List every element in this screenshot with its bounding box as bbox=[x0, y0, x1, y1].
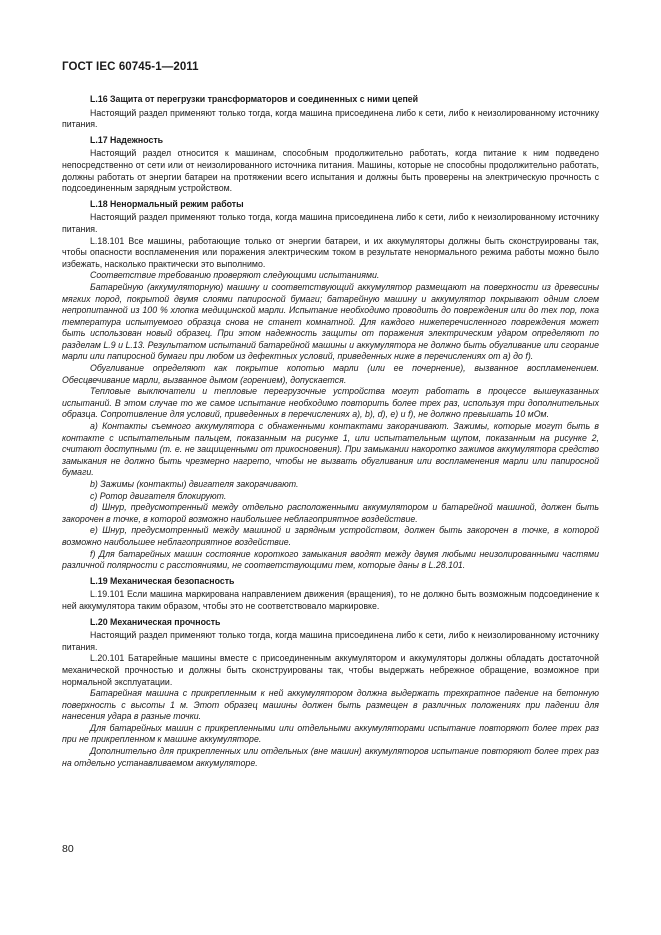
paragraph: Настоящий раздел применяют только тогда, когда машина присоединена либо к сети, либо к неизолированному источнику питания. bbox=[62, 630, 599, 652]
paragraph: Дополнительно для прикрепленных или отдельных (вне машин) аккумуляторов испытание повторяют более трех раз на отдельно устанавливаемом аккумуляторе. bbox=[62, 746, 599, 768]
page-number: 80 bbox=[62, 843, 74, 855]
paragraph: L.18.101 Все машины, работающие только от энергии батареи, и их аккумуляторы должны быть сконструированы так, чтобы опасности воспламенения или поражения электрическим током в результате ненормального режима работы можно было избежать, насколько практически это выполнимо. bbox=[62, 235, 599, 269]
paragraph: Батарейную (аккумуляторную) машину и соответствующий аккумулятор размещают на поверхности из древесины мягких пород, покрытой двумя слоями папиросной бумаги; батарейную машину и аккумулятор покрывают одним слоем непропитанной из 100 % хлопка медицинской марли. Испытание необходимо проводить до повреждения или до тех пор, пока температура испытуемого образца снова не станет комнатной. Для каждого нижеперечисленного повреждения может быть использован новый образец. При этом надежность защиты от поражения электрическим ударом определяют по разделам L.9 и L.13. Результатом испытаний батарейной машины и аккумулятора не должно быть обугливание или сгорание марли или папиросной бумаги при любом из дефектных условий, приведенных ниже в перечислениях от а) до f). bbox=[62, 281, 599, 362]
paragraph: a) Контакты съемного аккумулятора с обнаженными контактами закорачивают. Зажимы, которые могут быть в контакте с испытательным пальцем, показанным на рисунке 1, или испытательным щупом, показанным на рисунке 2, считают доступными (т. е. не защищенными от прикосновения). При замыкании накоротко зажимов аккумулятора средство замыкания не должно быть чрезмерно нагрето, чтобы не вызвать обугливания или воспламенения марли или папиросной бумаги. bbox=[62, 421, 599, 478]
paragraph: Тепловые выключатели и тепловые перегрузочные устройства могут работать в процессе вышеуказанных испытаний. В этом случае то же самое испытание необходимо повторить более трех раз, используя три дополнительных образца. Сопротивление для условий, приведенных в перечислениях a), b), d), e) и f), не должно превышать 10 мОм. bbox=[62, 386, 599, 420]
paragraph: c) Ротор двигателя блокируют. bbox=[90, 490, 227, 501]
paragraph: Настоящий раздел применяют только тогда, когда машина присоединена либо к сети, либо к неизолированному источнику питания. bbox=[62, 107, 599, 130]
paragraph: d) Шнур, предусмотренный между отдельно расположенными аккумулятором и батарейной машиной, должен быть закорочен в точке, в которой возможно наибольшее неблагоприятное воздействие. bbox=[62, 502, 599, 524]
document-body bbox=[62, 90, 599, 769]
paragraph: L.19.101 Если машина маркирована направлением движения (вращения), то не должно быть возможным подсоединение к ней аккумулятора таким образом, чтобы это не соответствовало маркировке. bbox=[62, 589, 599, 611]
section-heading: L.18 Ненормальный режим работы bbox=[90, 198, 244, 209]
section-heading: L.19 Механическая безопасность bbox=[90, 575, 235, 586]
paragraph: Обугливание определяют как покрытие копотью марли (или ее почернение), вызванное воспламенением. Обесцвечивание марли, вызванное дымом (горением), допускается. bbox=[62, 363, 599, 385]
paragraph: Для батарейных машин с прикрепленными или отдельными аккумуляторами испытание повторяют более трех раз при не прикрепленном к машине аккумуляторе. bbox=[62, 722, 599, 745]
section-heading: L.16 Защита от перегрузки трансформаторов и соединенных с ними цепей bbox=[90, 94, 419, 104]
paragraph: f) Для батарейных машин состояние короткого замыкания вводят между двумя любыми неизолированными частями различной полярности с расстояниями, не соответствующими тем, которые даны в L.28.101. bbox=[62, 548, 599, 571]
paragraph: Батарейная машина с прикрепленным к ней аккумулятором должна выдержать трехкратное падение на бетонную поверхность с высоты 1 м. Этот образец машины должен быть размещен в различных положениях при падении для нанесения удара в разные точки. bbox=[62, 688, 599, 722]
paragraph: e) Шнур, предусмотренный между машиной и зарядным устройством, должен быть закорочен в точке, в которой возможно наибольшее неблагоприятное воздействие. bbox=[62, 525, 599, 547]
paragraph: L.20.101 Батарейные машины вместе с присоединенным аккумулятором и аккумуляторы должны обладать достаточной механической прочностью и должны быть сконструированы так, чтобы выдержать небрежное обращение, возможное при нормальной эксплуатации. bbox=[62, 653, 599, 687]
document-header: ГОСТ IEC 60745-1—2011 bbox=[62, 61, 199, 73]
paragraph: Настоящий раздел применяют только тогда, когда машина присоединена либо к сети, либо к неизолированному источнику питания. bbox=[62, 212, 599, 234]
paragraph: Настоящий раздел относится к машинам, способным продолжительно работать, когда питание к ним подведено непосредственно от сети или от неизолированного источника питания. Машины, которые не способны продолжительно работать, должны работать от энергии батареи на протяжении всего испытания и должны быть проверены на электрическую прочность с подсоединенным зарядным устройством. bbox=[62, 148, 599, 194]
section-heading: L.20 Механическая прочность bbox=[90, 616, 221, 627]
paragraph: b) Зажимы (контакты) двигателя закорачивают. bbox=[90, 479, 299, 489]
section-heading: L.17 Надежность bbox=[90, 134, 164, 145]
paragraph: Соответствие требованию проверяют следующими испытаниями. bbox=[90, 270, 380, 281]
